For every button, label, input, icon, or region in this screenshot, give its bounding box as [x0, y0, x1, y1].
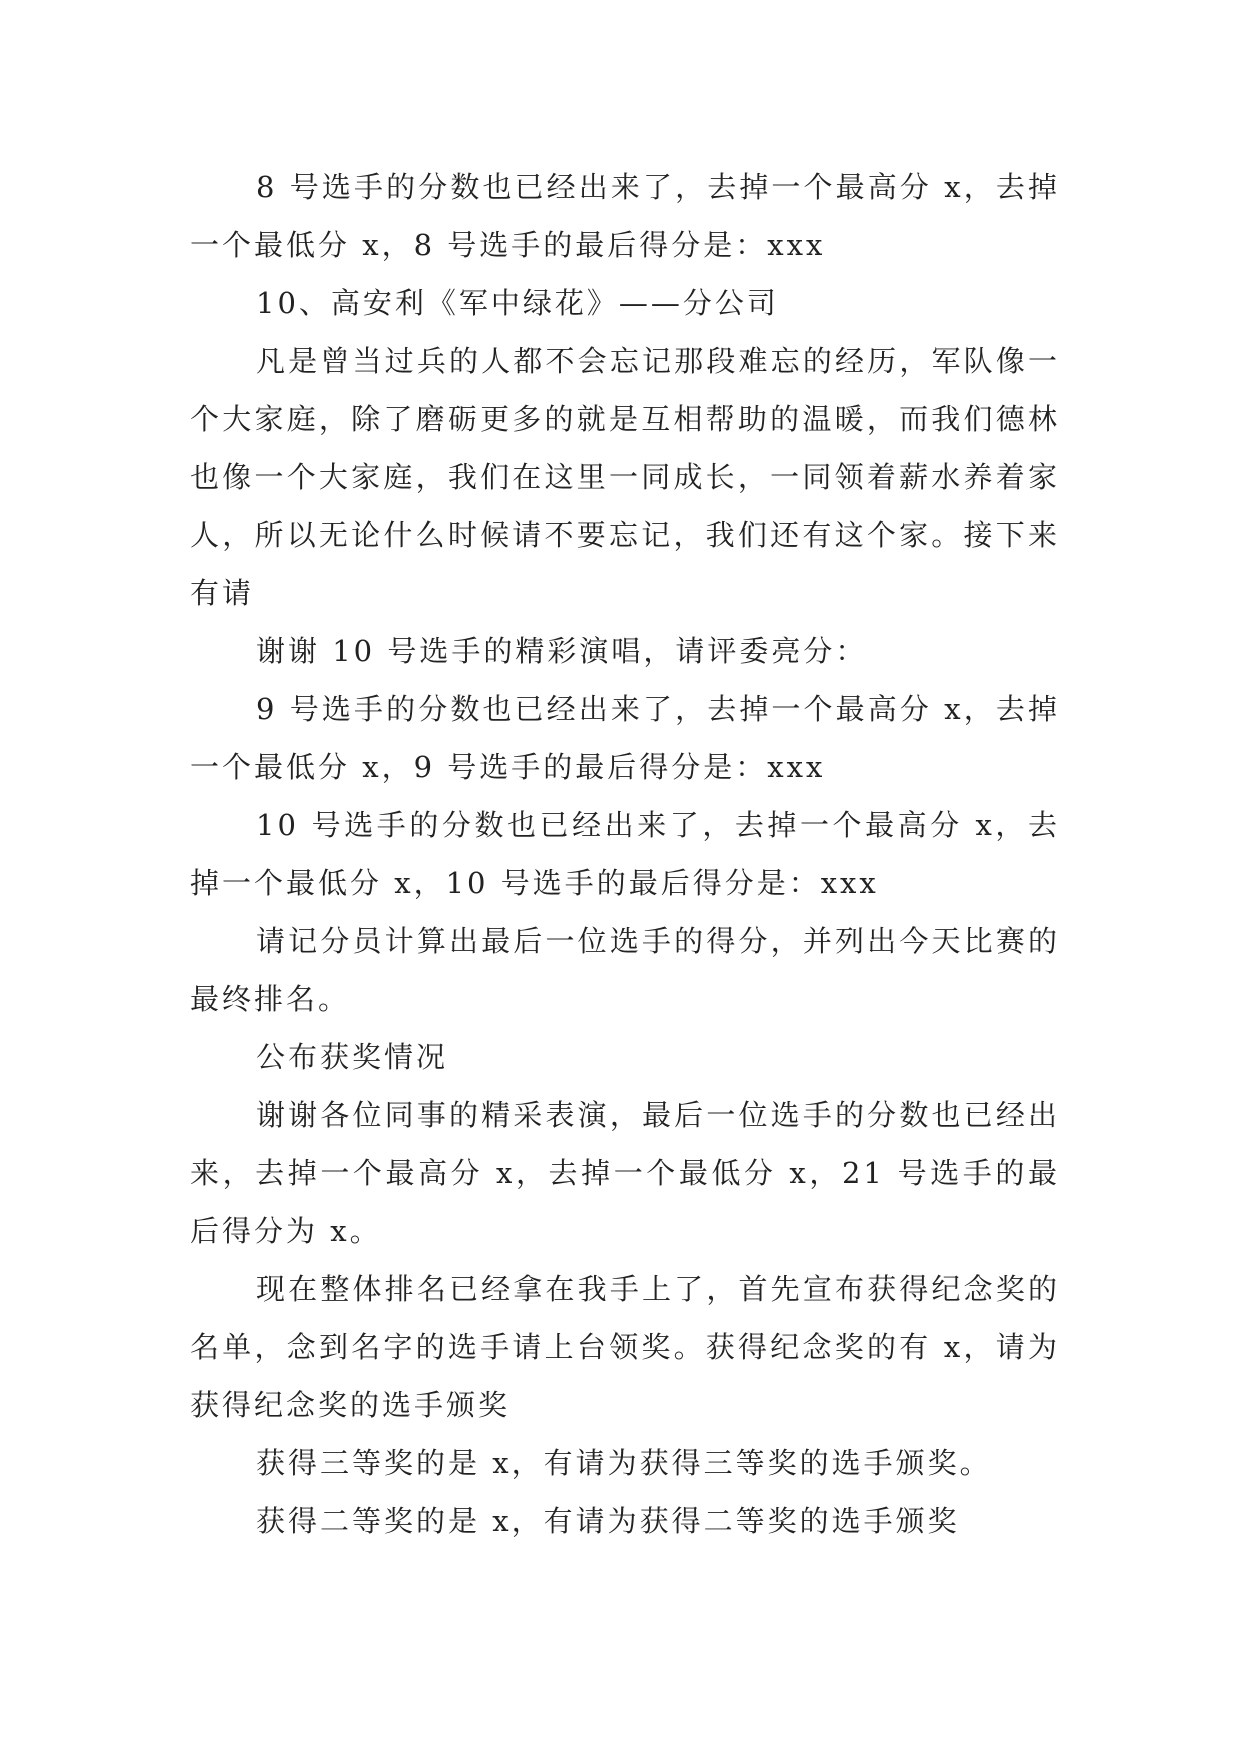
paragraph-thanks-player-10: 谢谢 10 号选手的精彩演唱，请评委亮分：: [256, 634, 868, 668]
paragraph-last-player-score: 谢谢各位同事的精采表演，最后一位选手的分数也已经出来，去掉一个最高分 x，去掉一个最低分 x，21 号选手的最后得分为 x。: [190, 1098, 1060, 1248]
paragraph-program-10-title: 10、高安利《军中绿花》——分公司: [256, 286, 779, 320]
paragraph-player-8-score: 8 号选手的分数也已经出来了，去掉一个最高分 x，去掉一个最低分 x，8 号选手的最后得分是：xxx: [190, 170, 1060, 262]
paragraph-commemorative-award: 现在整体排名已经拿在我手上了，首先宣布获得纪念奖的名单，念到名字的选手请上台领奖。获得纪念奖的有 x，请为获得纪念奖的选手颁奖: [190, 1272, 1060, 1422]
paragraph-final-ranking-request: 请记分员计算出最后一位选手的得分，并列出今天比赛的最终排名。: [190, 924, 1060, 1016]
paragraph-army-intro: 凡是曾当过兵的人都不会忘记那段难忘的经历，军队像一个大家庭，除了磨砺更多的就是互相帮助的温暖，而我们德林也像一个大家庭，我们在这里一同成长，一同领着薪水养着家人，所以无论什么时候请不要忘记，我们还有这个家。接下来有请: [190, 344, 1060, 610]
paragraph-player-9-score: 9 号选手的分数也已经出来了，去掉一个最高分 x，去掉一个最低分 x，9 号选手的最后得分是：xxx: [190, 692, 1060, 784]
paragraph-awards-heading: 公布获奖情况: [256, 1040, 449, 1074]
paragraph-third-prize: 获得三等奖的是 x，有请为获得三等奖的选手颁奖。: [256, 1446, 992, 1480]
document-body: [190, 158, 1060, 1550]
paragraph-second-prize: 获得二等奖的是 x，有请为获得二等奖的选手颁奖: [256, 1504, 960, 1538]
paragraph-player-10-score: 10 号选手的分数也已经出来了，去掉一个最高分 x，去掉一个最低分 x，10 号选手的最后得分是：xxx: [190, 808, 1060, 900]
